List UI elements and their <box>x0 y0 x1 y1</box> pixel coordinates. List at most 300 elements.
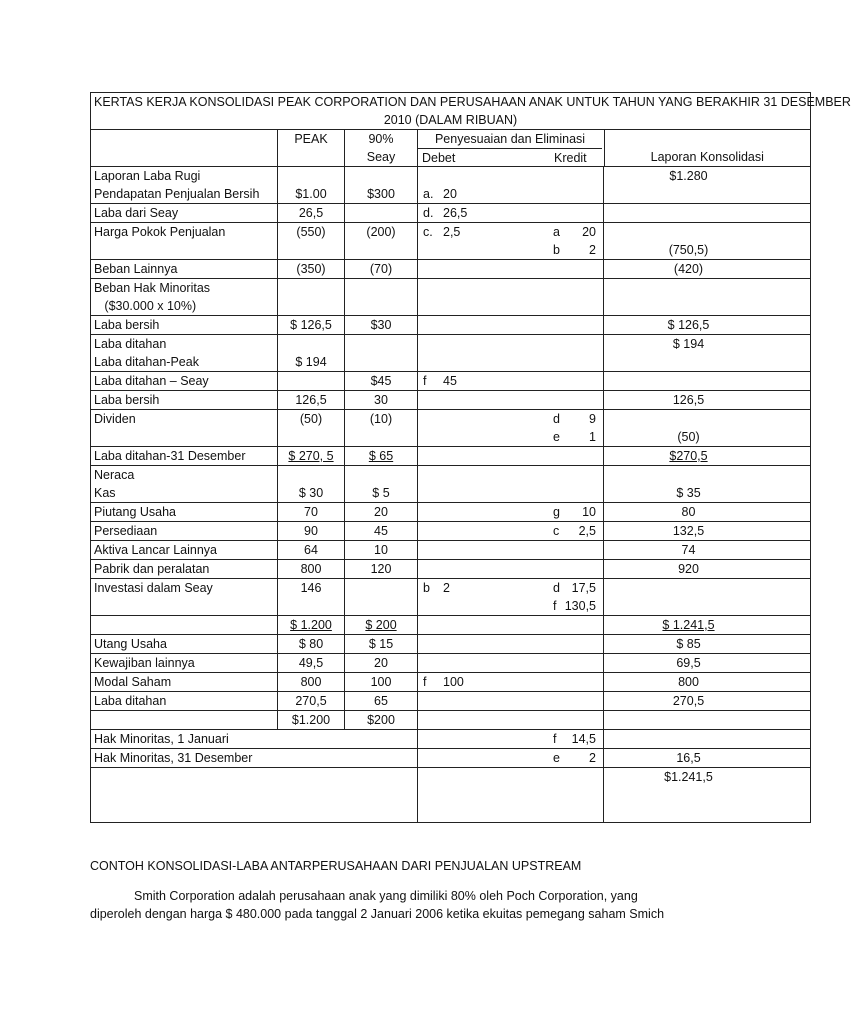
seay-value-cell <box>345 673 418 692</box>
table-row <box>91 635 811 654</box>
credit-amount: 9 <box>589 412 596 426</box>
peak-value <box>281 241 341 259</box>
seay-value: $ 15 <box>368 637 394 651</box>
account-label-text: Piutang Usaha <box>94 505 177 519</box>
peak-value-cell <box>278 503 345 522</box>
seay-value: 100 <box>370 675 392 689</box>
peak-value <box>281 466 341 484</box>
table-row <box>91 447 811 466</box>
cons-value <box>607 279 770 297</box>
seay-value-cell <box>345 447 418 466</box>
adjustment-cell <box>418 260 604 279</box>
peak-value <box>281 372 341 390</box>
peak-value <box>281 167 341 185</box>
cons-value <box>607 730 770 748</box>
adjustment-line <box>421 635 600 653</box>
seay-value: 10 <box>374 543 388 557</box>
consolidated-value-cell <box>604 692 811 711</box>
credit-amount: 2 <box>589 243 596 257</box>
cons-value: (750,5) <box>668 243 709 257</box>
peak-value: 64 <box>304 543 318 557</box>
consolidated-value-cell <box>604 447 811 466</box>
peak-value: 800 <box>300 562 322 576</box>
seay-value: $ 5 <box>372 486 390 500</box>
adjustment-cell <box>418 673 604 692</box>
adjustment-line <box>421 503 600 521</box>
adjustment-line <box>421 541 600 559</box>
peak-value: (50) <box>299 412 323 426</box>
cons-value: 69,5 <box>676 656 701 670</box>
consolidated-value-cell <box>604 503 811 522</box>
adjustment-line <box>421 579 600 597</box>
adjustment-line <box>421 786 600 804</box>
adjustment-cell <box>418 167 604 204</box>
debit-ref: a. <box>423 187 434 201</box>
account-label-text: ($30.000 x 10%) <box>94 299 197 313</box>
peak-value-cell <box>278 335 345 372</box>
account-label <box>91 768 418 823</box>
account-label-text <box>94 768 414 786</box>
debit-amount: 2,5 <box>443 225 461 239</box>
cons-value <box>607 372 770 390</box>
credit-amount: 2,5 <box>578 524 596 538</box>
consolidated-value-cell <box>604 466 811 503</box>
adjustment-cell <box>418 654 604 673</box>
credit-amount: 2 <box>589 751 596 765</box>
cons-value <box>607 223 770 241</box>
adjustment-line <box>421 804 600 822</box>
seay-value: (10) <box>369 412 393 426</box>
paragraph-line-1: Smith Corporation adalah perusahaan anak yang dimiliki 80% oleh Poch Corporation, yang <box>134 889 638 903</box>
peak-value-cell <box>278 204 345 223</box>
adjustment-cell <box>418 223 604 260</box>
adjustment-line <box>421 353 600 371</box>
peak-value: 800 <box>300 675 322 689</box>
peak-value-cell <box>278 391 345 410</box>
header-adjustments-label: Penyesuaian dan Eliminasi <box>418 130 602 149</box>
peak-value: (350) <box>296 262 326 276</box>
debit-ref: f <box>423 374 427 388</box>
seay-value-cell <box>345 579 418 616</box>
peak-value-cell <box>278 560 345 579</box>
account-label <box>91 335 278 372</box>
table-row <box>91 391 811 410</box>
adjustment-line <box>421 692 600 710</box>
title-line-1: KERTAS KERJA KONSOLIDASI PEAK CORPORATION DAN PERUSAHAAN ANAK UNTUK TAHUN YANG BERAKHIR 31 DESEMBER <box>94 95 851 109</box>
seay-value <box>348 297 414 315</box>
account-label-text: Laba ditahan – Seay <box>94 374 209 388</box>
adjustment-line <box>421 711 600 729</box>
account-label-text: Beban Hak Minoritas <box>94 281 211 295</box>
consolidated-value-cell <box>604 560 811 579</box>
peak-value <box>281 335 341 353</box>
seay-value: 65 <box>374 694 388 708</box>
seay-value: 30 <box>374 393 388 407</box>
peak-value: 49,5 <box>298 656 324 670</box>
header-debit-wrap <box>418 149 604 167</box>
account-label-text: Hak Minoritas, 1 Januari <box>94 732 229 746</box>
account-label <box>91 692 278 711</box>
table-row <box>91 316 811 335</box>
credit-ref: e <box>553 430 560 444</box>
credit-ref: e <box>553 751 560 765</box>
peak-value: 70 <box>304 505 318 519</box>
account-label <box>91 711 278 730</box>
table-row <box>91 466 811 503</box>
adjustment-cell <box>418 749 604 768</box>
consolidated-value-cell <box>604 711 811 730</box>
account-label-text: Pabrik dan peralatan <box>94 562 210 576</box>
account-label-text: Laporan Laba Rugi <box>94 169 201 183</box>
cons-value: $ 126,5 <box>667 318 710 332</box>
account-label-text <box>94 428 274 446</box>
table-row <box>91 503 811 522</box>
cons-value <box>607 711 770 729</box>
peak-value-cell <box>278 223 345 260</box>
worksheet-title <box>91 93 851 130</box>
account-label <box>91 503 278 522</box>
adjustment-line <box>421 749 600 767</box>
peak-value: 270,5 <box>295 694 327 708</box>
adjustment-line <box>421 391 600 409</box>
peak-value: (550) <box>296 225 326 239</box>
cons-value: 80 <box>681 505 696 519</box>
consolidated-value-cell <box>604 372 811 391</box>
account-label-text: Dividen <box>94 412 136 426</box>
credit-amount: 1 <box>589 430 596 444</box>
seay-value-cell <box>345 410 418 447</box>
peak-value: 146 <box>300 581 322 595</box>
seay-value-cell <box>345 522 418 541</box>
peak-value: $1.200 <box>291 713 331 727</box>
consolidated-value-cell <box>604 391 811 410</box>
consolidated-value-cell <box>604 522 811 541</box>
account-label <box>91 447 278 466</box>
consolidated-value-cell <box>604 541 811 560</box>
account-label-text: Laba ditahan-Peak <box>94 355 199 369</box>
debit-amount: 45 <box>443 374 457 388</box>
account-label-text: Pendapatan Penjualan Bersih <box>94 187 260 201</box>
debit-amount: 26,5 <box>443 206 468 220</box>
peak-value-cell <box>278 635 345 654</box>
account-label <box>91 279 278 316</box>
seay-value <box>348 428 414 446</box>
peak-value-cell <box>278 579 345 616</box>
consolidated-value-cell <box>604 167 811 204</box>
peak-value: $1.00 <box>295 187 327 201</box>
peak-value-cell <box>278 541 345 560</box>
adjustment-cell <box>418 204 604 223</box>
cons-value: $ 194 <box>672 337 705 351</box>
consolidation-worksheet-table <box>90 92 851 823</box>
adjustment-line <box>421 484 600 502</box>
peak-value <box>281 428 341 446</box>
adjustment-line <box>421 223 600 241</box>
adjustment-line <box>421 560 600 578</box>
seay-value-cell <box>345 616 418 635</box>
table-row <box>91 410 811 447</box>
cons-value <box>607 597 770 615</box>
header-seay-label: Seay <box>366 150 396 164</box>
adjustment-cell <box>418 768 604 823</box>
account-label <box>91 391 278 410</box>
seay-value-cell <box>345 260 418 279</box>
header-peak-label: PEAK <box>294 132 328 146</box>
consolidated-value-cell <box>604 768 811 823</box>
seay-value: $30 <box>370 318 392 332</box>
header-seay <box>345 130 418 167</box>
account-label-text <box>94 786 414 804</box>
account-label-text <box>94 597 274 615</box>
adjustment-line <box>421 428 600 446</box>
adjustment-cell <box>418 372 604 391</box>
seay-value: $300 <box>367 187 395 201</box>
cons-value <box>607 410 770 428</box>
debit-amount: 20 <box>443 187 457 201</box>
adjustment-line <box>421 597 600 615</box>
peak-value-cell <box>278 410 345 447</box>
credit-amount: 130,5 <box>564 599 596 613</box>
table-row <box>91 167 811 204</box>
adjustment-cell <box>418 279 604 316</box>
adjustment-line <box>421 185 600 203</box>
header-adjustments <box>418 130 811 167</box>
account-label-text: Neraca <box>94 468 135 482</box>
seay-value: 20 <box>374 505 388 519</box>
cons-value <box>607 466 770 484</box>
adjustment-line <box>421 204 600 222</box>
consolidated-value-cell <box>604 223 811 260</box>
peak-value-cell <box>278 522 345 541</box>
peak-value-cell <box>278 372 345 391</box>
seay-value-cell <box>345 560 418 579</box>
cons-value <box>607 204 770 222</box>
adjustment-cell <box>418 391 604 410</box>
adjustment-cell <box>418 335 604 372</box>
table-row <box>91 579 811 616</box>
seay-value-cell <box>345 223 418 260</box>
peak-value: $ 194 <box>295 355 327 369</box>
account-label <box>91 730 418 749</box>
account-label-text: Persediaan <box>94 524 158 538</box>
cons-value: $ 35 <box>676 486 701 500</box>
consolidated-value-cell <box>604 654 811 673</box>
adjustment-line <box>421 241 600 259</box>
account-label <box>91 616 278 635</box>
peak-value: $ 270, 5 <box>288 449 334 463</box>
peak-value <box>281 597 341 615</box>
adjustment-line <box>421 522 600 540</box>
peak-value: $ 80 <box>298 637 324 651</box>
table-row <box>91 730 811 749</box>
account-label <box>91 541 278 560</box>
debit-ref: d. <box>423 206 434 220</box>
paragraph-line-2: diperoleh dengan harga $ 480.000 pada tanggal 2 Januari 2006 ketika ekuitas pemegang saham Smich <box>90 907 665 921</box>
consolidated-value-cell <box>604 635 811 654</box>
cons-value: 74 <box>681 543 696 557</box>
credit-ref: g <box>553 505 560 519</box>
adjustment-cell <box>418 541 604 560</box>
header-row <box>91 130 811 167</box>
cons-value: 126,5 <box>672 393 705 407</box>
seay-value-cell <box>345 335 418 372</box>
table-row <box>91 372 811 391</box>
credit-ref: c <box>553 524 560 538</box>
adjustment-cell <box>418 635 604 654</box>
peak-value: $ 126,5 <box>290 318 332 332</box>
cons-value <box>607 804 770 822</box>
seay-value-cell <box>345 654 418 673</box>
seay-value-cell <box>345 635 418 654</box>
account-label <box>91 316 278 335</box>
peak-value: 90 <box>304 524 318 538</box>
seay-value: 45 <box>374 524 388 538</box>
account-label <box>91 167 278 204</box>
account-label-text <box>94 804 414 822</box>
account-label-text: Hak Minoritas, 31 Desember <box>94 751 253 765</box>
adjustment-cell <box>418 522 604 541</box>
adjustment-line <box>421 279 600 297</box>
seay-value-cell <box>345 372 418 391</box>
account-label-text: Laba ditahan <box>94 694 167 708</box>
adjustment-cell <box>418 711 604 730</box>
peak-value: 126,5 <box>295 393 327 407</box>
account-label-text: Kewajiban lainnya <box>94 656 195 670</box>
credit-ref: d <box>553 581 560 595</box>
table-row <box>91 673 811 692</box>
seay-value-cell <box>345 711 418 730</box>
credit-ref: f <box>553 732 557 746</box>
cons-value: $ 85 <box>676 637 701 651</box>
seay-value: (70) <box>369 262 393 276</box>
cons-value: 270,5 <box>672 694 705 708</box>
title-line-2: 2010 (DALAM RIBUAN) <box>383 113 518 127</box>
table-row <box>91 223 811 260</box>
adjustment-cell <box>418 560 604 579</box>
peak-value-cell <box>278 279 345 316</box>
cons-value: 16,5 <box>676 751 701 765</box>
seay-value <box>348 579 414 597</box>
peak-value: $ 1.200 <box>290 618 332 632</box>
debit-amount: 100 <box>443 675 464 689</box>
peak-value-cell <box>278 654 345 673</box>
credit-amount: 20 <box>582 225 596 239</box>
table-row <box>91 749 811 768</box>
adjustment-cell <box>418 503 604 522</box>
cons-value: $1.280 <box>669 169 708 183</box>
seay-value: 120 <box>370 562 392 576</box>
adjustment-line <box>421 654 600 672</box>
cons-value <box>607 786 770 804</box>
table-row <box>91 560 811 579</box>
peak-value-cell <box>278 711 345 730</box>
adjustment-line <box>421 410 600 428</box>
seay-value <box>348 167 414 185</box>
adjustment-line <box>421 297 600 315</box>
credit-ref: a <box>553 225 560 239</box>
account-label <box>91 635 278 654</box>
credit-ref: f <box>553 599 557 613</box>
header-consolidated: Laporan Konsolidasi <box>650 150 764 164</box>
consolidated-value-cell <box>604 749 811 768</box>
consolidated-value-cell <box>604 204 811 223</box>
table-row <box>91 279 811 316</box>
seay-value <box>348 241 414 259</box>
adjustment-cell <box>418 616 604 635</box>
adjustment-cell <box>418 730 604 749</box>
account-label <box>91 560 278 579</box>
table-row <box>91 260 811 279</box>
account-label-text: Laba ditahan-31 Desember <box>94 449 246 463</box>
debit-ref: c. <box>423 225 433 239</box>
consolidated-value-cell <box>604 616 811 635</box>
account-label-text: Aktiva Lancar Lainnya <box>94 543 217 557</box>
peak-value-cell <box>278 167 345 204</box>
adjustment-line <box>421 730 600 748</box>
table-row <box>91 541 811 560</box>
account-label-text: Laba ditahan <box>94 337 167 351</box>
adjustment-line <box>421 335 600 353</box>
account-label <box>91 654 278 673</box>
seay-value <box>348 466 414 484</box>
seay-value <box>348 597 414 615</box>
consolidated-value-cell <box>604 730 811 749</box>
debit-ref: f <box>423 675 427 689</box>
credit-amount: 17,5 <box>571 581 596 595</box>
seay-value-cell <box>345 541 418 560</box>
seay-value-cell <box>345 167 418 204</box>
peak-value-cell <box>278 616 345 635</box>
cons-value: 920 <box>678 562 699 576</box>
cons-value <box>607 297 770 315</box>
cons-value <box>607 185 770 203</box>
table-row <box>91 768 811 823</box>
seay-value-cell <box>345 503 418 522</box>
cons-value: (50) <box>677 430 700 444</box>
table-row <box>91 204 811 223</box>
table-row <box>91 616 811 635</box>
seay-value <box>348 353 414 371</box>
seay-value: $ 200 <box>365 618 397 632</box>
table-row <box>91 711 811 730</box>
seay-value <box>348 335 414 353</box>
seay-value <box>348 279 414 297</box>
consolidated-value-cell <box>604 279 811 316</box>
adjustment-cell <box>418 447 604 466</box>
account-label-text: Laba bersih <box>94 393 160 407</box>
account-label <box>91 372 278 391</box>
account-label-text: Investasi dalam Seay <box>94 581 213 595</box>
adjustment-line <box>421 447 600 465</box>
cons-value: $ 1.241,5 <box>662 618 715 632</box>
cons-value <box>607 353 770 371</box>
peak-value-cell <box>278 466 345 503</box>
account-label <box>91 204 278 223</box>
account-label-text: Utang Usaha <box>94 637 167 651</box>
seay-value-cell <box>345 279 418 316</box>
peak-value-cell <box>278 673 345 692</box>
peak-value-cell <box>278 316 345 335</box>
peak-value: $ 30 <box>298 486 324 500</box>
account-label-text: Laba dari Seay <box>94 206 179 220</box>
table-row <box>91 522 811 541</box>
table-row <box>91 692 811 711</box>
header-seay-pct: 90% <box>368 132 394 146</box>
title-row <box>91 93 811 130</box>
consolidated-value-cell <box>604 410 811 447</box>
seay-value <box>348 204 414 222</box>
adjustment-line <box>421 260 600 278</box>
